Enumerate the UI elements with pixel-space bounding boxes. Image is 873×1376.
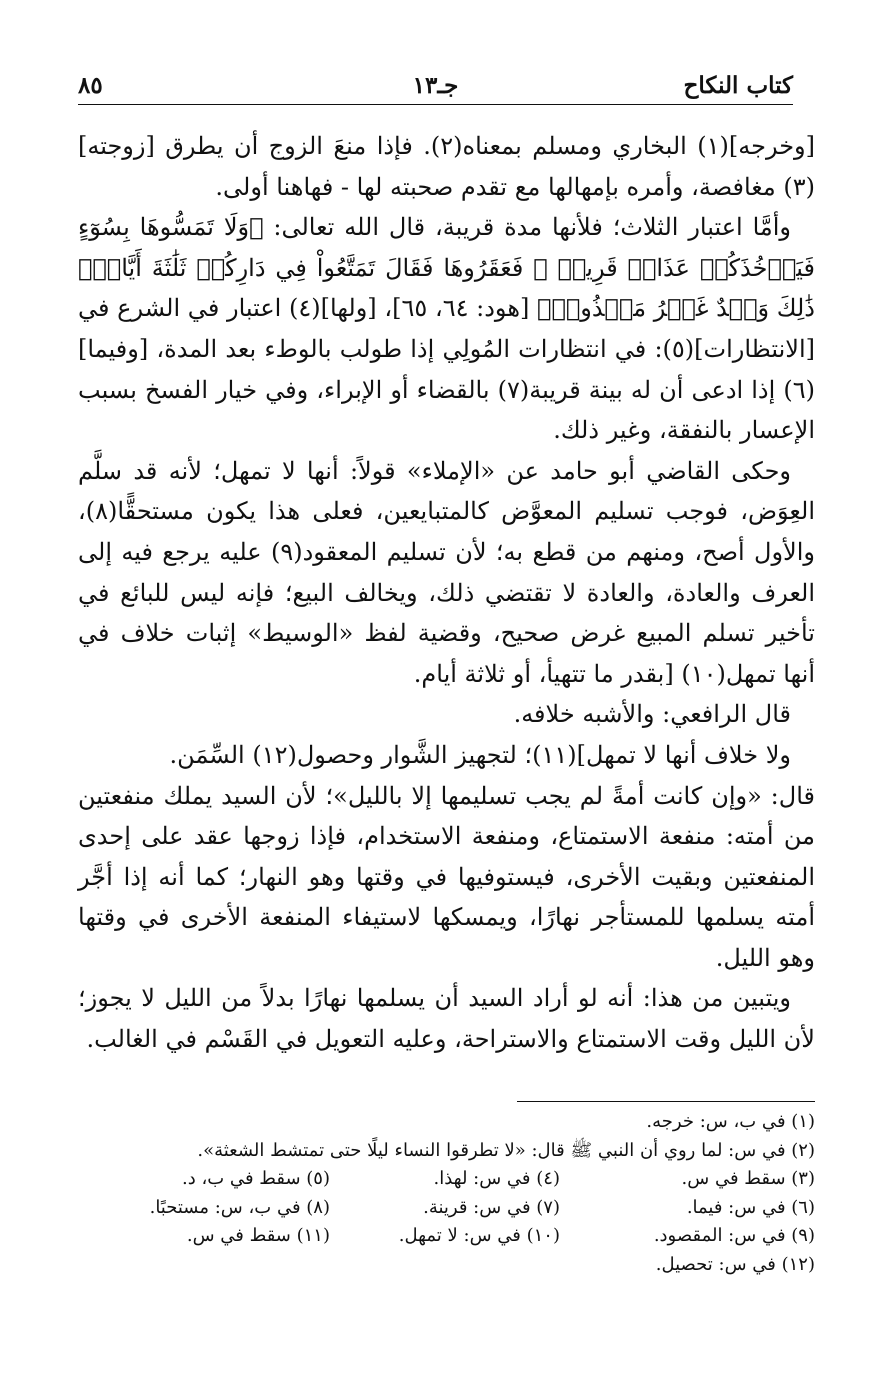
footnote-3: (٣) سقط في س.: [681, 1168, 815, 1190]
paragraph-7: ويتبين من هذا: أنه لو أراد السيد أن يسلمها نهارًا بدلاً من الليل لا يجوز؛ لأن الليل وقت الاستمتاع والاستراحة، وعليه التعويل في القَسْم في الغالب.: [78, 984, 815, 1054]
paragraph-4: قال الرافعي: والأشبه خلافه.: [513, 700, 791, 729]
footnote-9: (٩) في س: المقصود.: [653, 1225, 815, 1247]
footnote-8: (٨) في ب، س: مستحبًا.: [149, 1196, 330, 1218]
footnote-divider: [517, 1101, 815, 1102]
footnote-11: (١١) سقط في س.: [186, 1225, 330, 1247]
paragraph-5: ولا خلاف أنها لا تمهل](١١)؛ لتجهيز الشَّوار وحصول(١٢) السِّمَن.: [169, 740, 791, 769]
footnote-12: (١٢) في س: تحصيل.: [655, 1253, 815, 1275]
running-header: [78, 70, 793, 105]
footnote-6: (٦) في س: فيما.: [686, 1196, 815, 1218]
footnote-7: (٧) في س: قرينة.: [423, 1196, 560, 1218]
footnotes: [78, 1108, 815, 1280]
footnote-5: (٥) سقط في ب، د.: [182, 1168, 330, 1190]
footnote-4: (٤) في س: لهذا.: [433, 1168, 560, 1190]
chapter-title: كتاب النكاح: [683, 72, 793, 99]
volume-label: جـ١٣: [412, 72, 459, 99]
paragraph-2: وأمَّا اعتبار الثلاث؛ فلأنها مدة قريبة، قال الله تعالى: ﴿وَلَا تَمَسُّوهَا بِسُوٓءٍ فَيَأۡخُذَكُمۡ عَذَابٞ قَرِيبٞ ۞ فَعَقَرُوهَا فَقَالَ تَمَتَّعُواْ فِي دَارِكُمۡ ثَلَٰثَةَ أَيَّامٖۖ ذَٰلِكَ وَعۡدٌ غَيۡرُ مَكۡذُوبٖ﴾ [هود: ٦٤، ٦٥]، [ولها](٤) اعتبار في الشرع في [الانتظارات](٥): في انتظارات المُولِي إذا طولب بالوطء بعد المدة، [وفيما](٦) إذا ادعى أن له بينة قريبة(٧) بالقضاء أو الإبراء، وفي خيار الفسخ بسبب الإعسار بالنفقة، وغير ذلك.: [78, 213, 815, 445]
paragraph-6: قال: «وإن كانت أمةً لم يجب تسليمها إلا بالليل»؛ لأن السيد يملك منفعتين من أمته: منفعة الاستمتاع، ومنفعة الاستخدام، فإذا زوجها عقد على إحدى المنفعتين وبقيت الأخرى، فيستوفيها في وقتها وهو النهار؛ كما أنه إذا أجَّر أمته يسلمها للمستأجر نهارًا، ويمسكها لاستيفاء المنفعة الأخرى في وقتها وهو الليل.: [78, 781, 815, 972]
paragraph-1: [وخرجه](١) البخاري ومسلم بمعناه(٢). فإذا منعَ الزوج أن يطرق [زوجته](٣) مغافصة، وأمره بإمهالها مع تقدم صحبته لها - فهاهنا أولى.: [78, 132, 815, 201]
footnote-2: (٢) في س: لما روي أن النبي ﷺ قال: «لا تطرقوا النساء ليلًا حتى تمتشط الشعثة».: [197, 1139, 815, 1161]
page-number: ٨٥: [78, 72, 103, 99]
footnote-1: (١) في ب، س: خرجه.: [646, 1111, 815, 1132]
paragraph-3: وحكى القاضي أبو حامد عن «الإملاء» قولاً: أنها لا تمهل؛ لأنه قد سلَّم العِوَض، فوجب تسليم المعوَّض كالمتبايعين، فعلى هذا يكون مستحقًّا(٨)، والأول أصح، ومنهم من قطع به؛ لأن تسليم المعقود(٩) عليه يرجع فيه إلى العرف والعادة، والعادة لا تقتضي ذلك، ويخالف البيع؛ فإنه ليس للبائع في تأخير تسلم المبيع غرض صحيح، وقضية لفظ «الوسيط» إثبات خلاف في أنها تمهل(١٠) [بقدر ما تتهيأ، أو ثلاثة أيام.: [78, 456, 815, 688]
footnote-10: (١٠) في س: لا تمهل.: [398, 1225, 560, 1247]
main-text: [78, 126, 815, 1060]
